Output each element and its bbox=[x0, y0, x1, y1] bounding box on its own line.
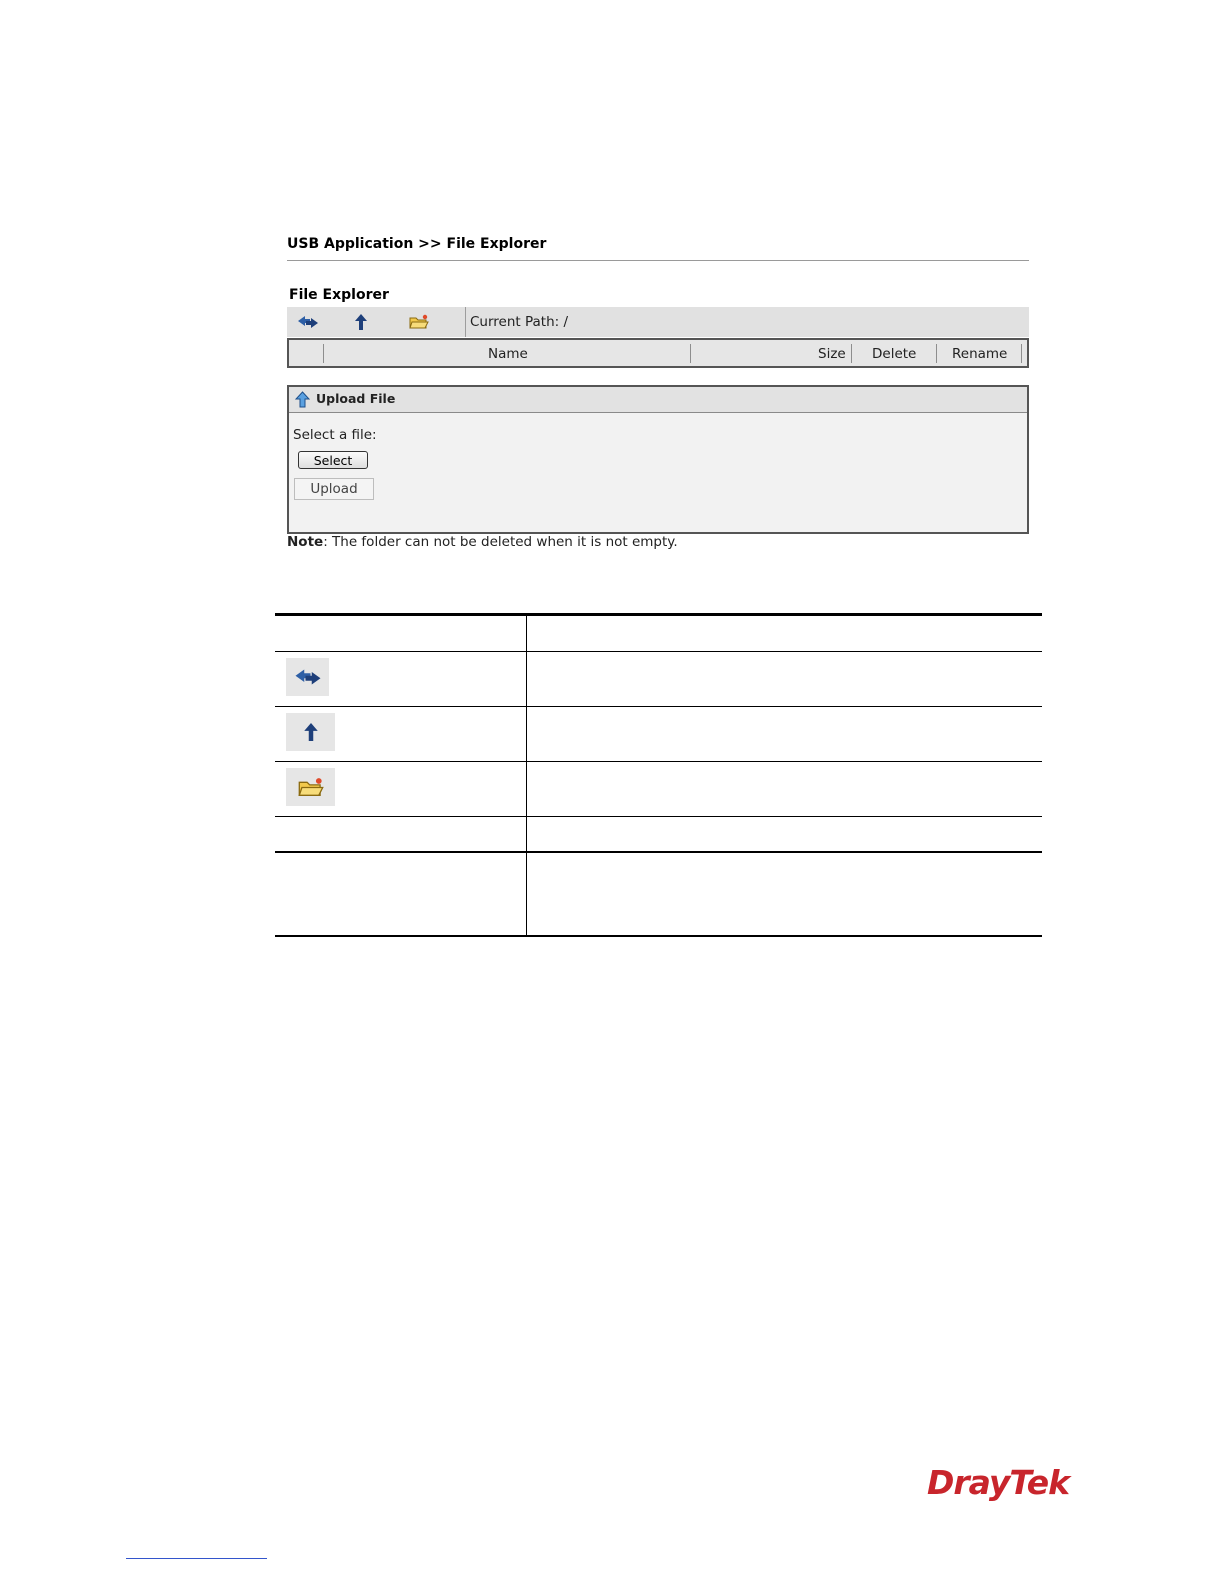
column-delete[interactable]: Delete bbox=[872, 345, 917, 362]
table-row-rule bbox=[275, 761, 1042, 762]
file-explorer-toolbar bbox=[287, 307, 1029, 337]
note-text bbox=[287, 534, 678, 550]
upload-file-title: Upload File bbox=[316, 391, 396, 406]
current-path: Current Path: / bbox=[470, 314, 569, 330]
select-file-label: Select a file: bbox=[293, 427, 377, 443]
refresh-icon bbox=[297, 314, 319, 330]
breadcrumb-divider bbox=[287, 260, 1029, 261]
table-row-rule bbox=[275, 816, 1042, 817]
up-arrow-icon bbox=[302, 721, 320, 743]
new-folder-icon bbox=[409, 314, 429, 330]
upload-file-panel bbox=[287, 385, 1029, 534]
parent-folder-button[interactable] bbox=[349, 312, 373, 332]
refresh-button[interactable] bbox=[296, 312, 320, 332]
upload-button[interactable]: Upload bbox=[294, 478, 374, 500]
refresh-icon-tile bbox=[286, 658, 329, 696]
column-separator bbox=[690, 344, 691, 363]
table-bottom-rule bbox=[275, 935, 1042, 937]
breadcrumb: USB Application >> File Explorer bbox=[287, 236, 547, 252]
new-folder-icon-tile bbox=[286, 768, 335, 806]
table-top-rule bbox=[275, 613, 1042, 616]
note-body: : The folder can not be deleted when it is not empty. bbox=[323, 534, 678, 550]
column-separator bbox=[851, 344, 852, 363]
refresh-icon bbox=[294, 667, 322, 687]
file-list-header bbox=[287, 338, 1029, 368]
table-row-rule bbox=[275, 706, 1042, 707]
upload-arrow-icon bbox=[295, 391, 310, 408]
table-row-rule bbox=[275, 651, 1042, 652]
column-separator bbox=[323, 344, 324, 363]
note-label: Note bbox=[287, 534, 324, 550]
file-explorer-title: File Explorer bbox=[289, 287, 389, 303]
column-rename[interactable]: Rename bbox=[952, 345, 1008, 362]
table-column-divider bbox=[526, 614, 527, 936]
column-separator bbox=[936, 344, 937, 363]
new-folder-icon bbox=[298, 777, 324, 798]
draytek-logo: DrayTek bbox=[927, 1463, 1070, 1502]
toolbar-separator bbox=[465, 307, 466, 337]
column-size[interactable]: Size bbox=[818, 345, 846, 362]
up-arrow-icon-tile bbox=[286, 713, 335, 751]
select-file-button[interactable]: Select bbox=[298, 451, 368, 469]
up-arrow-icon bbox=[353, 313, 369, 331]
column-name[interactable]: Name bbox=[488, 345, 528, 362]
table-row-rule bbox=[275, 851, 1042, 853]
column-separator bbox=[1021, 344, 1022, 363]
new-folder-button[interactable] bbox=[407, 312, 431, 332]
footer-link-underline[interactable] bbox=[126, 1558, 267, 1559]
upload-file-header bbox=[289, 387, 1027, 413]
